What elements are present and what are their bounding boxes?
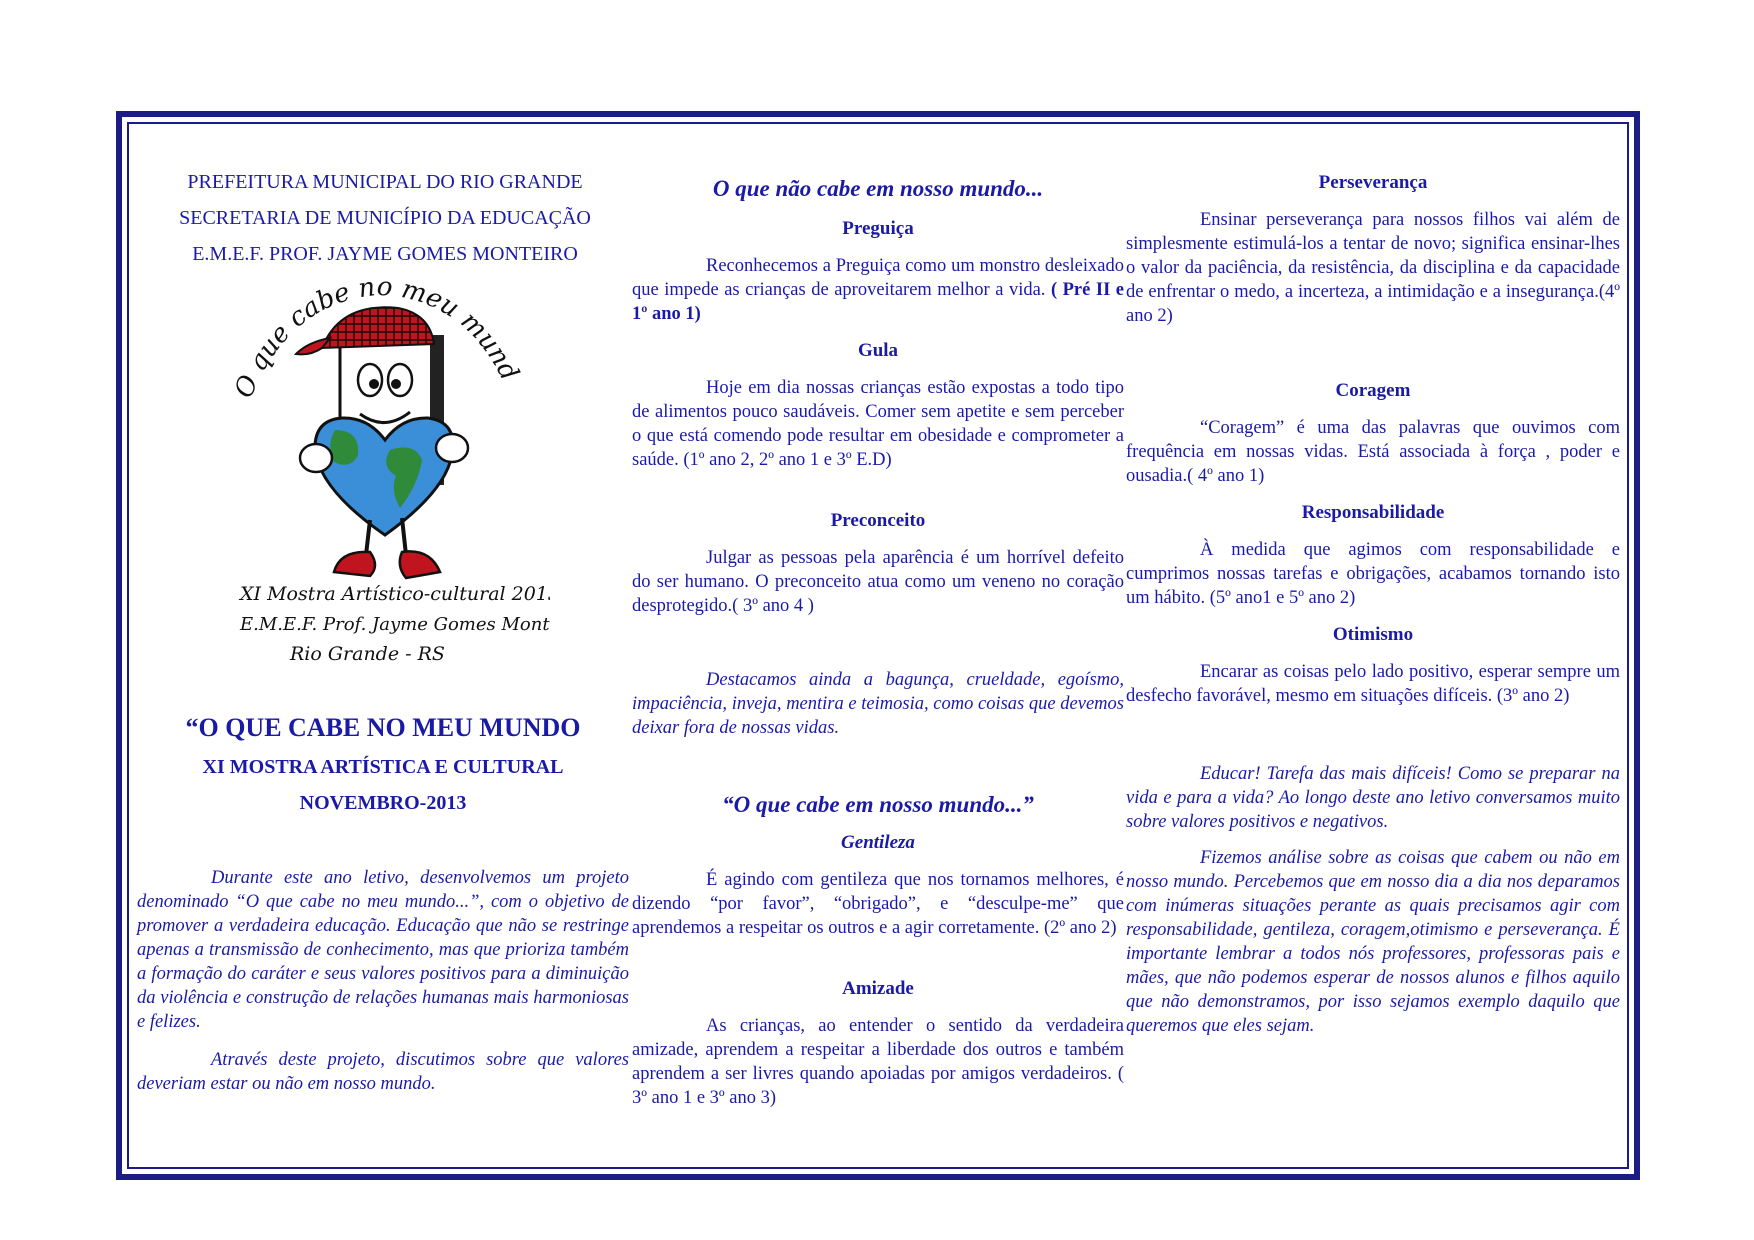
event-date: NOVEMBRO-2013 <box>299 792 467 814</box>
otimismo-title: Otimismo <box>1332 624 1414 645</box>
responsabilidade-title: Responsabilidade <box>1301 502 1445 523</box>
event-title: “O QUE CABE NO MEU MUNDO <box>185 713 581 742</box>
intro-text <box>137 866 629 1096</box>
header-line-2: SECRETARIA DE MUNICÍPIO DA EDUCAÇÃO <box>179 207 591 229</box>
preguica-text <box>632 254 1124 326</box>
gentileza-title: Gentileza <box>841 832 915 853</box>
event-subtitle: XI MOSTRA ARTÍSTICA E CULTURAL <box>202 756 564 778</box>
otimismo-body: Encarar as coisas pelo lado positivo, esperar sempre um desfecho favorável, mesmo em situações difíceis. (3º ano 2) <box>1126 662 1620 706</box>
book-mascot-icon <box>230 280 550 670</box>
others-text <box>632 668 1124 740</box>
others-body: Destacamos ainda a bagunça, crueldade, egoísmo, impaciência, inveja, mentira e teimosia, como coisas que devemos deixar fora de nossas vidas. <box>632 670 1124 738</box>
gentileza-body: É agindo com gentileza que nos tornamos melhores, é dizendo “por favor”, “obrigado”, e “desculpe-me” que aprendemos a respeitar os outros e a agir corretamente. (2º ano 2) <box>632 870 1124 938</box>
responsabilidade-text <box>1126 538 1620 610</box>
closing-paragraph-1: Educar! Tarefa das mais difíceis! Como se preparar na vida e para a vida? Ao longo deste ano letivo conversamos muito sobre valores positivos e negativos. <box>1126 764 1620 832</box>
gula-text <box>632 376 1124 472</box>
otimismo-text <box>1126 660 1620 708</box>
header-line-3: E.M.E.F. PROF. JAYME GOMES MONTEIRO <box>192 243 578 265</box>
not-fit-heading: O que não cabe em nosso mundo... <box>712 176 1044 201</box>
amizade-text <box>632 1014 1124 1110</box>
project-logo <box>230 280 550 670</box>
logo-caption-3: Rio Grande - RS <box>290 643 445 665</box>
coragem-body: “Coragem” é uma das palavras que ouvimos com frequência em nossas vidas. Está associada à força , poder e ousadia.( 4º ano 1) <box>1126 418 1620 486</box>
amizade-body: As crianças, ao entender o sentido da verdadeira amizade, aprendem a respeitar a liberdade dos outros e também aprendem a ser livres quando apoiadas por amigos verdadeiros. ( 3º ano 1 e 3º ano 3) <box>632 1016 1124 1108</box>
perseveranca-title: Perseverança <box>1318 172 1428 193</box>
responsabilidade-body: À medida que agimos com responsabilidade e cumprimos nossas tarefas e obrigações, acabamos tornando isto um hábito. (5º ano1 e 5º ano 2) <box>1126 540 1620 608</box>
preconceito-text <box>632 546 1124 618</box>
header-block <box>150 164 620 272</box>
preconceito-body: Julgar as pessoas pela aparência é um horrível defeito do ser humano. O preconceito atua como um veneno no coração desprotegido.( 3º ano 4 ) <box>632 548 1124 616</box>
intro-paragraph-2: Através deste projeto, discutimos sobre que valores deveriam estar ou não em nosso mundo. <box>137 1050 629 1094</box>
amizade-title: Amizade <box>842 978 914 999</box>
intro-paragraph-1: Durante este ano letivo, desenvolvemos um projeto denominado “O que cabe no meu mundo...”, com o objetivo de promover a verdadeira educação. Educação que não se restringe apenas a transmissão de conhecimento, mas que prioriza também a formação do caráter e seus valores positivos para a diminuição da violência e construção de relações humanas mais harmoniosas e felizes. <box>137 868 629 1032</box>
closing-paragraph-2: Fizemos análise sobre as coisas que cabem ou não em nosso mundo. Percebemos que em nosso dia a dia nos deparamos com inúmeras situações perante as quais precisamos agir com responsabilidade, gentileza, coragem,otimismo e perseverança. É importante lembrar a todos nós professores, professoras pais e mães, que não podemos esperar de nossos alunos e filhos aquilo que não demonstramos, por isso sejamos exemplo daquilo que queremos que eles sejam. <box>1126 848 1620 1036</box>
gula-title: Gula <box>857 340 899 361</box>
preguica-title: Preguiça <box>842 218 914 239</box>
preconceito-title: Preconceito <box>830 510 926 531</box>
logo-caption-2: E.M.E.F. Prof. Jayme Gomes Mont <box>240 614 550 635</box>
coragem-title: Coragem <box>1335 380 1411 401</box>
gentileza-text <box>632 868 1124 940</box>
logo-arc-text: O que cabe no meu mund <box>230 280 525 403</box>
perseveranca-text <box>1126 208 1620 328</box>
perseveranca-body: Ensinar perseverança para nossos filhos vai além de simplesmente estimulá-los a tentar de novo; significa ensinar-lhes o valor da paciência, da resistência, da disciplina e da capacidade de enfrentar o medo, a incerteza, a intimidação e a insegurança.(4º ano 2) <box>1126 210 1620 326</box>
logo-caption-1: XI Mostra Artístico-cultural 2013 <box>240 583 550 605</box>
coragem-text <box>1126 416 1620 488</box>
gula-body: Hoje em dia nossas crianças estão expostas a todo tipo de alimentos pouco saudáveis. Comer sem apetite e sem perceber o que está comendo pode resultar em obesidade e comprometer a saúde. (1º ano 2, 2º ano 1 e 3º E.D) <box>632 378 1124 470</box>
preguica-credit: ( Pré II e 1º ano 1) <box>632 280 1124 324</box>
fit-heading: “O que cabe em nosso mundo...” <box>722 792 1034 817</box>
closing-text <box>1126 762 1620 1038</box>
preguica-body: Reconhecemos a Preguiça como um monstro desleixado que impede as crianças de aproveitarem melhor a vida. <box>632 256 1124 300</box>
header-line-1: PREFEITURA MUNICIPAL DO RIO GRANDE <box>187 171 583 193</box>
